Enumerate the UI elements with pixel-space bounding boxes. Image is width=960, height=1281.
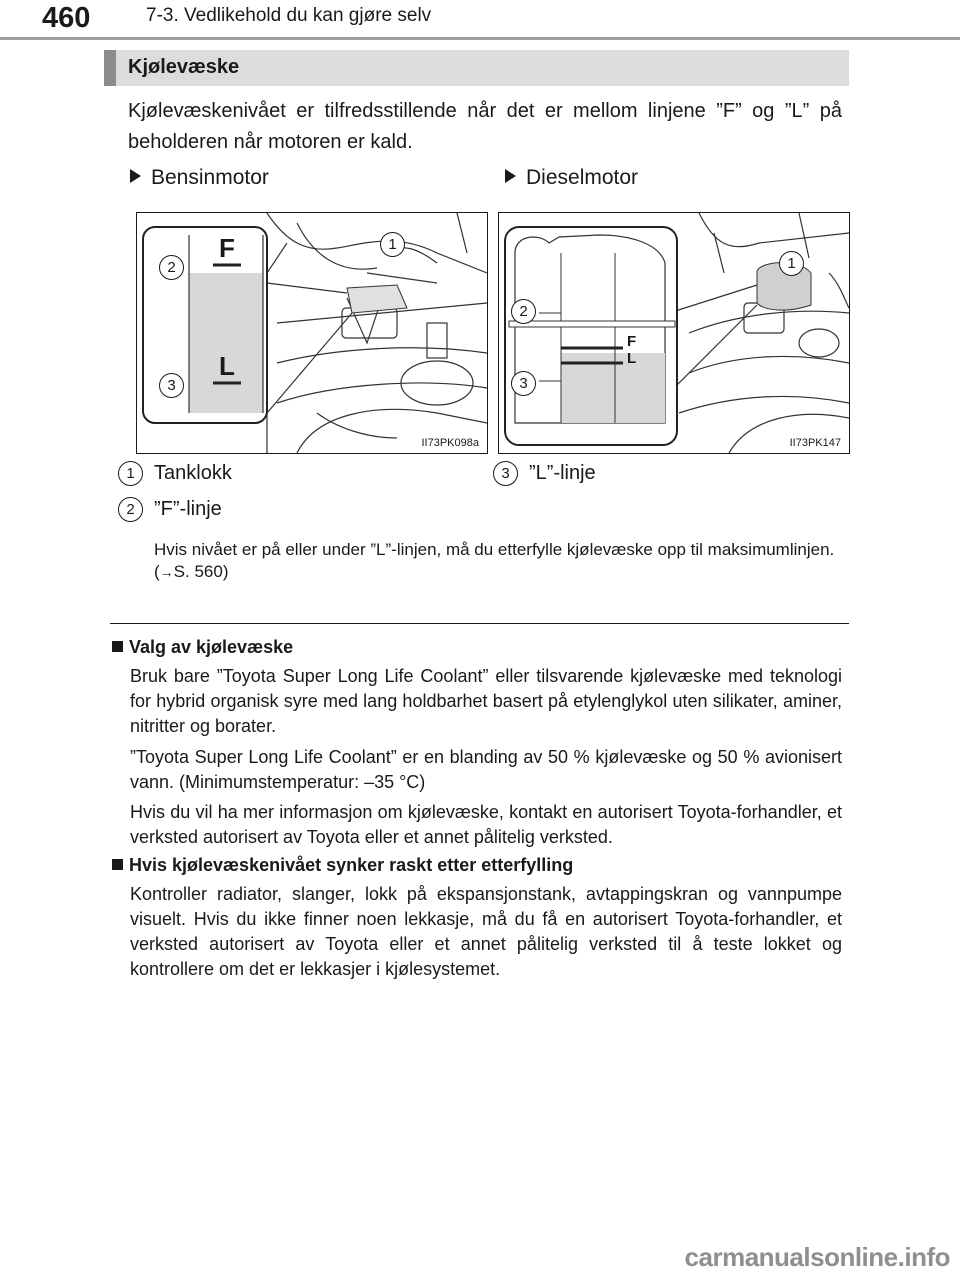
- mark-f: F: [219, 233, 235, 263]
- figure-code: II73PK147: [789, 437, 841, 449]
- ref-text: S. 560): [173, 562, 229, 581]
- legend-text-3: ”L”-linje: [529, 462, 596, 484]
- variant-text: Dieselmotor: [526, 166, 639, 189]
- engine-illustration-petrol: [137, 213, 487, 453]
- square-bullet-icon: [112, 641, 123, 652]
- subheading-text: Valg av kjølevæske: [129, 637, 294, 657]
- callout-1: 1: [779, 251, 804, 276]
- legend-text-1: Tanklokk: [154, 462, 232, 484]
- square-bullet-icon: [112, 859, 123, 870]
- paragraph: Kontroller radiator, slanger, lokk på ekspansjonstank, avtappingskran og vannpumpe visuelt. Hvis du ikke finner noen lekkasje, må du få en autorisert Toyota-forhandler, et verksted autorisert av Toyota eller et annet pålitelig verksted til å teste lokket og kontrollere om det er lekkasjer i kjølesystemet.: [130, 884, 842, 979]
- variant-label-diesel: [505, 166, 638, 190]
- mark-l: L: [627, 350, 637, 367]
- running-head: 7-3. Vedlikehold du kan gjøre selv: [146, 5, 432, 26]
- triangle-bullet-icon: [130, 169, 141, 183]
- watermark: carmanualsonline.info: [684, 1242, 950, 1272]
- subheading-text: Hvis kjølevæskenivået synker raskt etter etterfylling: [129, 855, 574, 875]
- legend-num-2: 2: [118, 497, 143, 522]
- legend-num-1: 1: [118, 461, 143, 486]
- engine-illustration-diesel: [499, 213, 849, 453]
- subheading-level-drops: [112, 855, 573, 876]
- subheading-coolant-choice: [112, 637, 293, 658]
- variant-text: Bensinmotor: [151, 166, 269, 189]
- arrow-right-icon: →: [159, 564, 174, 580]
- section-title: Kjølevæske: [128, 56, 240, 78]
- callout-3: 3: [159, 373, 184, 398]
- callout-3: 3: [511, 371, 536, 396]
- mark-f: F: [627, 333, 637, 350]
- note-text: Hvis nivået er på eller under ”L”-linjen, må du etterfylle kjølevæske opp til maksimumlinjen.: [154, 540, 835, 559]
- triangle-bullet-icon: [505, 169, 516, 183]
- mark-l: L: [219, 351, 235, 381]
- section-bar-mark: [104, 50, 116, 86]
- callout-2: 2: [159, 255, 184, 280]
- page-reference[interactable]: [154, 561, 844, 583]
- section-bar: [104, 50, 849, 86]
- figure-petrol-engine: [136, 212, 488, 454]
- figure-code: II73PK098a: [421, 437, 479, 449]
- paragraph: ”Toyota Super Long Life Coolant” er en blanding av 50 % kjølevæske og 50 % avionisert vann. (Minimumstemperatur: –35 °C): [130, 747, 842, 792]
- callout-2: 2: [511, 299, 536, 324]
- figure-diesel-engine: [498, 212, 850, 454]
- legend-num-3: 3: [493, 461, 518, 486]
- paragraph: Hvis du vil ha mer informasjon om kjølevæske, kontakt en autorisert Toyota-forhandler, et verksted autorisert av Toyota eller et annet pålitelig verksted.: [130, 802, 842, 847]
- variant-label-petrol: [130, 166, 269, 190]
- paragraph: Bruk bare ”Toyota Super Long Life Coolant” eller tilsvarende kjølevæske med teknologi for hybrid organisk syre med lang holdbarhet basert på etylenglykol uten silikater, aminer, nitritter og borater.: [130, 666, 842, 736]
- intro-text: Kjølevæskenivået er tilfredsstillende når det er mellom linjene ”F” og ”L” på beholderen når motoren er kald.: [128, 100, 842, 153]
- ref-open: (: [154, 562, 160, 581]
- page-number: 460: [42, 2, 91, 34]
- divider: [110, 623, 849, 624]
- callout-1: 1: [380, 232, 405, 257]
- legend-text-2: ”F”-linje: [154, 498, 222, 520]
- note-block: [154, 539, 844, 583]
- header-rule: [0, 37, 960, 40]
